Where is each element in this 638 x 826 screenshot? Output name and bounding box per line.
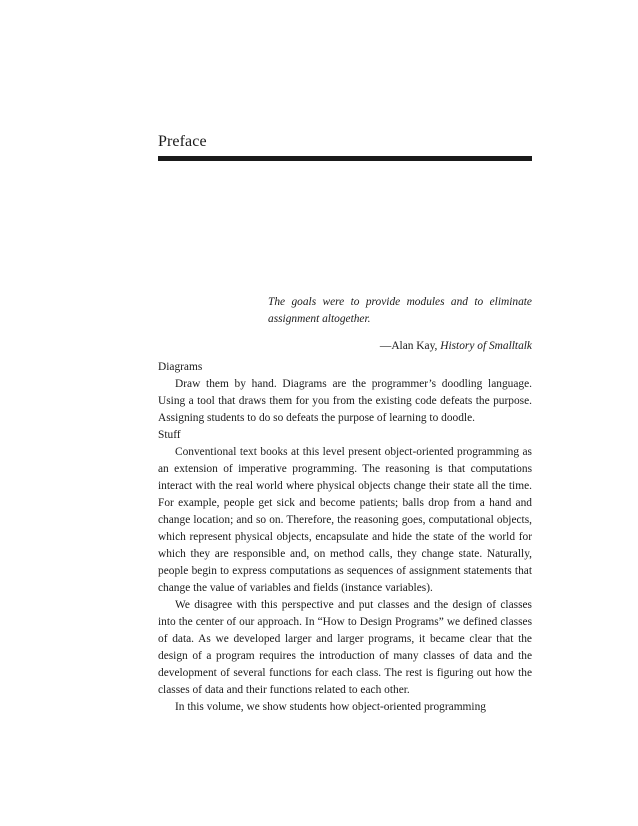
epigraph-author: —Alan Kay, [379,340,441,352]
chapter-title-rule [158,156,532,161]
epigraph-quote: The goals were to provide modules and to eliminate assignment altogether. [268,296,532,325]
paragraph: Conventional text books at this level present object-oriented programming as an extension of imperative programming. The reasoning is that computations interact with the real world where physical objects change their state all the time. For example, people get sick and become patients; balls drop from a hand and change location; and so on. Therefore, the reasoning goes, computational objects, which represent physical objects, encapsulate and hide the state of the world for which they are responsible and, on method calls, they change state. Naturally, people begin to express computations as sequences of assignment statements that change the value of variables and fields (instance variables). [158,446,532,594]
paragraph: In this volume, we show students how object-oriented programming [175,701,486,713]
paragraph: We disagree with this perspective and put classes and the design of classes into the center of our approach. In “How to Design Programs” we defined classes of data. As we developed larger and larger programs, it became clear that the design of a program requires the introduction of many classes of data and the development of several functions for each class. The rest is figuring out how the classes of data and their functions related to each other. [158,599,532,696]
section-heading-diagrams: Diagrams [158,361,203,373]
section-heading-stuff: Stuff [158,429,181,441]
epigraph [268,294,532,355]
chapter-title: Preface [158,133,207,150]
epigraph-work-title: History of Smalltalk [440,340,532,352]
epigraph-attribution [268,338,532,355]
paragraph: Draw them by hand. Diagrams are the programmer’s doodling language. Using a tool that draws them for you from the existing code defeats the purpose. Assigning students to do so defeats the purpose of learning to doodle. [158,378,532,424]
body-text [158,359,532,716]
